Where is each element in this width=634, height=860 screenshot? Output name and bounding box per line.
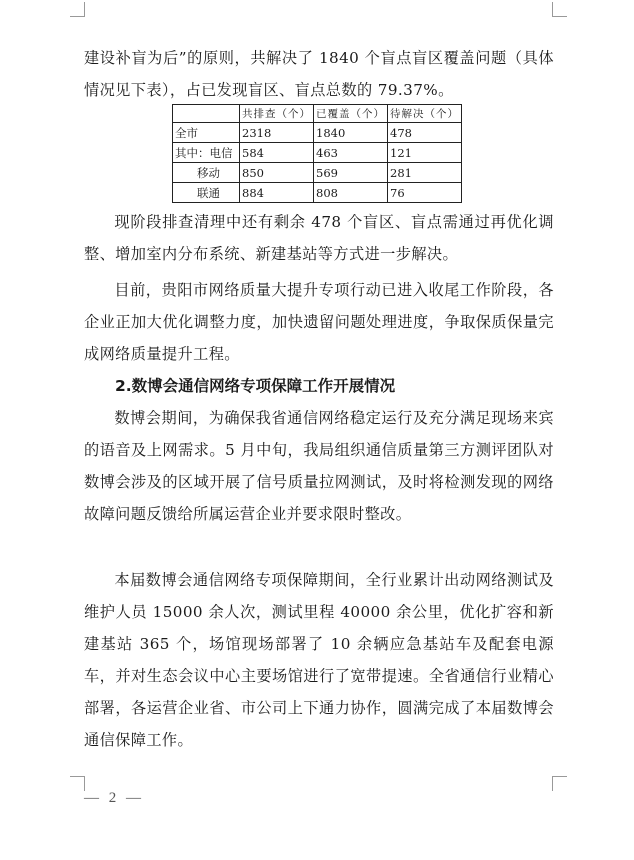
cell-covered: 569 — [314, 163, 388, 183]
row-label: 移动 — [173, 163, 240, 183]
table-header-pending: 待解决（个） — [388, 105, 462, 123]
cell-total: 884 — [240, 183, 314, 203]
row-label: 其中：电信 — [173, 143, 240, 163]
cell-pending: 121 — [388, 143, 462, 163]
cell-pending: 281 — [388, 163, 462, 183]
paragraph-remaining: 现阶段排查清理中还有剩余 478 个盲区、盲点需通过再优化调整、增加室内分布系统、新建基站等方式进一步解决。 — [84, 213, 554, 263]
table-header-blank — [173, 105, 240, 123]
row-label: 全市 — [173, 123, 240, 143]
cell-covered: 808 — [314, 183, 388, 203]
table-header-total: 共排查（个） — [240, 105, 314, 123]
table-header-covered: 已覆盖（个） — [314, 105, 388, 123]
cell-pending: 478 — [388, 123, 462, 143]
paragraph-expo-period: 数博会期间，为确保我省通信网络稳定运行及充分满足现场来宾的语音及上网需求。5 月中旬，我局组织通信质量第三方测评团队对数博会涉及的区域开展了信号质量拉网测试，及时将检测发现的网络故障问题反馈给所属运营企业并要求限时整改。 — [84, 409, 554, 523]
cell-total: 584 — [240, 143, 314, 163]
paragraph-expo-summary: 本届数博会通信网络专项保障期间，全行业累计出动网络测试及维护人员 15000 余人次，测试里程 40000 余公里，优化扩容和新建基站 365 个，场馆现场部署了 10 余辆应急基站车及配套电源车，并对生态会议中心主要场馆进行了宽带提速。全省通信行业精心部署，各运营企业省、市公司上下通力协作，圆满完成了本届数博会通信保障工作。 — [84, 571, 554, 749]
cell-total: 850 — [240, 163, 314, 183]
table-row — [173, 183, 462, 203]
coverage-table — [172, 104, 462, 203]
crop-mark-bottom-left — [70, 776, 85, 791]
cell-pending: 76 — [388, 183, 462, 203]
cell-covered: 1840 — [314, 123, 388, 143]
crop-mark-top-left — [70, 2, 85, 17]
cell-total: 2318 — [240, 123, 314, 143]
crop-mark-bottom-right — [552, 776, 567, 791]
table-row — [173, 123, 462, 143]
crop-mark-top-right — [552, 2, 567, 17]
table-header-row — [173, 105, 462, 123]
table-row — [173, 143, 462, 163]
paragraph-progress: 目前，贵阳市网络质量大提升专项行动已进入收尾工作阶段，各企业正加大优化调整力度，加快遗留问题处理进度，争取保质保量完成网络质量提升工程。 — [84, 281, 554, 363]
page-number: — 2 — — [84, 790, 144, 806]
paragraph-intro: 建设补盲为后”的原则，共解决了 1840 个盲点盲区覆盖问题（具体情况见下表），占已发现盲区、盲点总数的 79.37%。 — [84, 49, 554, 99]
cell-covered: 463 — [314, 143, 388, 163]
row-label: 联通 — [173, 183, 240, 203]
table-row — [173, 163, 462, 183]
section-heading: 2.数博会通信网络专项保障工作开展情况 — [115, 377, 396, 395]
